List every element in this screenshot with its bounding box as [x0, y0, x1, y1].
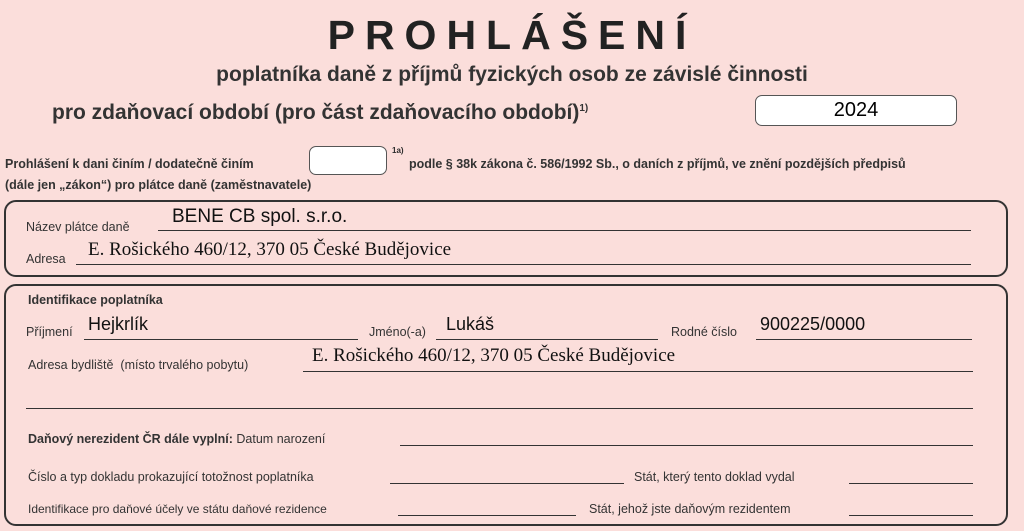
- residence-state-line[interactable]: [849, 515, 973, 516]
- declaration-text-line2: (dále jen „zákon“) pro plátce daně (zaměstnavatele): [5, 178, 312, 192]
- firstname-line: [436, 339, 658, 340]
- declaration-text-part2: podle § 38k zákona č. 586/1992 Sb., o daních z příjmů, ve znění pozdějších předpisů: [409, 157, 906, 171]
- payer-address-value[interactable]: E. Rošického 460/12, 370 05 České Budějovice: [88, 239, 452, 260]
- form-subtitle-line2: [52, 101, 588, 125]
- form-title: PROHLÁŠENÍ: [327, 12, 697, 58]
- form-subtitle-line1: poplatníka daně z příjmů fyzických osob ze závislé činnosti: [216, 63, 808, 86]
- nonresident-heading: Daňový nerezident ČR dále vyplní:: [28, 432, 233, 446]
- declaration-type-field[interactable]: [309, 146, 387, 175]
- birthnumber-line: [756, 339, 972, 340]
- birthnumber-label: Rodné číslo: [671, 325, 738, 339]
- declaration-text-part1: Prohlášení k dani činím / dodatečně činím: [5, 157, 254, 171]
- residence-state-label: Stát, jehož jste daňovým rezidentem: [589, 502, 791, 516]
- payer-address-label: Adresa: [26, 252, 66, 266]
- subtitle-footnote: 1): [579, 103, 589, 114]
- residence-sublabel: (místo trvalého pobytu): [120, 358, 249, 372]
- firstname-label: Jméno(-a): [369, 325, 426, 339]
- tax-period-year-field[interactable]: 2024: [755, 95, 957, 126]
- residence-line-2: [26, 408, 973, 409]
- residence-value[interactable]: E. Rošického 460/12, 370 05 České Budějovice: [312, 345, 676, 366]
- residence-label: [28, 358, 248, 372]
- payer-name-label: Název plátce daně: [26, 220, 130, 234]
- birthnumber-value[interactable]: 900225/0000: [760, 314, 866, 334]
- birthdate-line[interactable]: [400, 445, 973, 446]
- surname-line: [84, 339, 358, 340]
- firstname-value[interactable]: Lukáš: [446, 314, 495, 334]
- id-document-line[interactable]: [390, 483, 624, 484]
- tax-id-line[interactable]: [398, 515, 576, 516]
- payer-name-line: [158, 230, 971, 231]
- birthdate-label: Datum narození: [236, 432, 326, 446]
- payer-name-value[interactable]: BENE CB spol. s.r.o.: [172, 206, 348, 227]
- residence-line: [303, 371, 973, 372]
- surname-label: Příjmení: [26, 325, 73, 339]
- issuer-state-line[interactable]: [849, 483, 973, 484]
- declaration-footnote: 1a): [392, 146, 404, 155]
- nonresident-row: [28, 432, 325, 446]
- issuer-state-label: Stát, který tento doklad vydal: [634, 470, 795, 484]
- tax-id-label: Identifikace pro daňové účely ve státu daňové rezidence: [28, 502, 327, 516]
- surname-value[interactable]: Hejkrlík: [88, 314, 149, 334]
- id-document-label: Číslo a typ dokladu prokazující totožnost poplatníka: [28, 470, 314, 484]
- subtitle-line2-text: pro zdaňovací období (pro část zdaňovacího období): [52, 101, 580, 124]
- residence-label-text: Adresa bydliště: [28, 358, 114, 372]
- taxpayer-section-label: Identifikace poplatníka: [28, 293, 163, 307]
- payer-address-line: [76, 264, 971, 265]
